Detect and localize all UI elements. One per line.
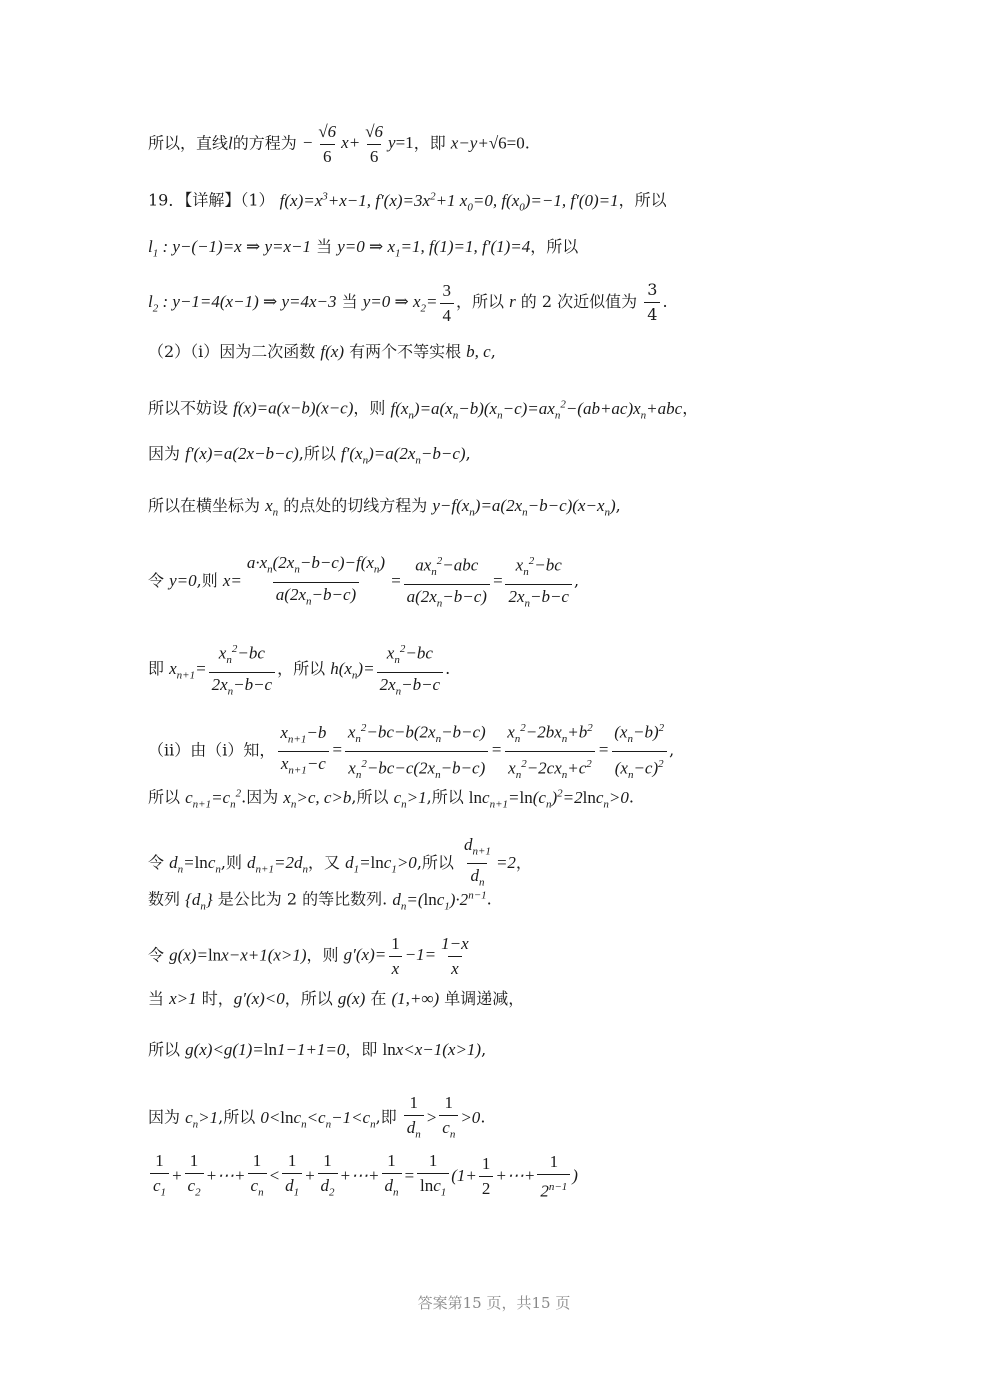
line-3: $l_1$ : y−(−1)=x ⇒ y=x−1 当 y=0 ⇒ $x_1=1$, f(1)=1, f′(1)=4，所以: [148, 237, 579, 260]
line-7: 因为 f′(x)=a(2x−b−c),所以 $f'(x_n)=a(2x_n-b-c)$,: [148, 444, 471, 467]
line-8: 所以在横坐标为 $x_n$ 的点处的切线方程为 $y-f(x_n)=a(2x_n-b-c)(x-x_n)$,: [148, 496, 621, 519]
line-10: 即 $x_{n+1}=$ $\frac{x_n^2-bc}{2x_n-b-c}$ ，所以 $h(x_n)=$ $\frac{x_n^2-bc}{2x_n-b-c}$ .: [148, 639, 450, 701]
line-17: 所以 g(x)<g(1)=ln1−1+1=0，即 lnx<x−1(x>1),: [148, 1040, 487, 1059]
line-13: 令 $d_n=\ln c_n$,则 $d_{n+1}=2d_n$，又 $d_1=\ln c_1>0$,所以 $\frac{d_{n+1}}{d_n}$ =2，: [148, 835, 532, 893]
line-15: 令 g(x)=lnx−x+1(x>1)，则 g′(x)= $\frac{1}{x}$ −1= $\frac{1-x}{x}$: [148, 934, 469, 978]
line-12: 所以 $c_{n+1}=c_n^2$.因为 $x_n>c$, c>b,所以 $c_n>1$,所以 $\ln c_{n+1}=\ln(c_n)^2=2\ln c_n>0$.: [148, 787, 634, 811]
page-footer: 答案第15 页，共15 页: [417, 1294, 571, 1312]
line-16: 当 x>1 时，g′(x)<0，所以 g(x) 在 (1,+∞) 单调递减，: [148, 989, 525, 1008]
line-5: （2）（ⅰ）因为二次函数 f(x) 有两个不等实根 b, c,: [148, 342, 496, 361]
line-6: 所以不妨设 f(x)=a(x−b)(x−c)，则 $f(x_n)=a(x_n-b)(x_n-c)=ax_n^2-(ab+ac)x_n+abc$，: [148, 398, 699, 422]
line-14: 数列 $\{d_n\}$ 是公比为 2 的等比数列. $d_n=(\ln c_1)\cdot 2^{n-1}$.: [148, 889, 492, 913]
line-9: 令 y=0,则 x= $\frac{a\cdot x_n(2x_n-b-c)-f(x_n)}{a(2x_n-b-c)}$ = $\frac{ax_n^2-abc}{a(2x_n-b-c)}$ = $\frac{x_n^2-bc}{2x_n-b-c}$ ,: [148, 551, 579, 613]
line-19: $\frac{1}{c_1}$ + $\frac{1}{c_2}$ +⋯+ $\frac{1}{c_n}$ < $\frac{1}{d_1}$ + $\frac{1}{d_2}$ +⋯+ $\frac{1}{d_n}$ = $\frac{1}{\ln c_1}$ (1+ $\frac{1}{2}$ +⋯+ $\frac{1}{2^{n-1}}$ ): [148, 1151, 578, 1202]
line-2: 19．【详解】（1） $f(x)=x^3+x-1$, $f'(x)=3x^2+1$ $x_0=0$, $f(x_0)=-1$, f′(0)=1，所以: [148, 190, 667, 214]
line-4: $l_2$ : y−1=4(x−1) ⇒ y=4x−3 当 y=0 ⇒ $x_2=$ $\frac{3}{4}$ ，所以 r 的 2 次近似值为 $\frac{3}{4}$ .: [148, 280, 668, 325]
line-11: （ⅱ）由（ⅰ）知， $\frac{x_{n+1}-b}{x_{n+1}-c}$ = $\frac{x_n^2-bc-b(2x_n-b-c)}{x_n^2-bc-c(2x_n-b-c)}$ = $\frac{x_n^2-2bx_n+b^2}{x_n^2-2cx_n+c^2}$ = $\frac{(x_n-b)^2}{(x_n-c)^2}$ ,: [148, 718, 674, 785]
line-1: 所以，直线l的方程为 − $\frac{√6}{6}$ x+ $\frac{√6}{6}$ y=1，即 x−y+√6=0.: [148, 122, 530, 166]
line-18: 因为 $c_n>1$,所以 $0<\ln c_n<c_n-1<c_n$,即 $\frac{1}{d_n}$ > $\frac{1}{c_n}$ >0.: [148, 1093, 485, 1144]
